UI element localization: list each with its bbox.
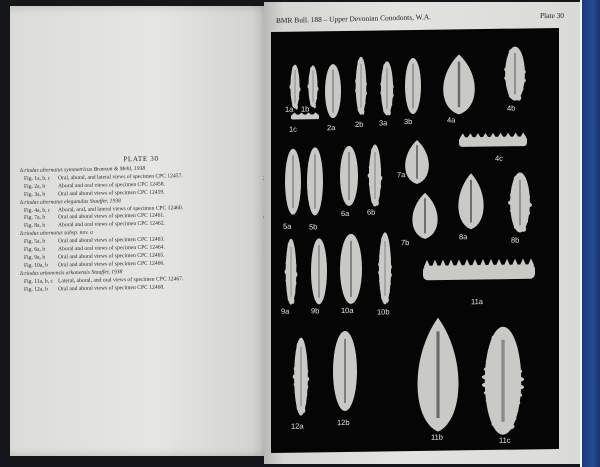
figure-label: 9b [311,306,320,316]
figure-number: Fig. 3a, b [24,191,46,198]
figure-label: 6b [367,207,376,217]
specimen-5b [307,147,323,215]
specimen-4b [504,46,526,100]
species-heading: Icriodus alternatus eleganulus Stauffer, 1938 [20,197,121,206]
specimen-10a [340,234,362,304]
figure-label: 6a [341,208,350,219]
left-page [10,6,272,456]
specimen-9b [311,238,327,304]
species-heading: Icriodus alternatus symmetricus Branson & Mehl, 1938 [20,165,146,174]
specimen-3a [380,61,393,115]
figure-description: Oral and aboral views of specimen CPC 12459. [58,189,165,198]
species-heading: Icriodus arkonensis arkonensis Stauffer, 1938 [20,268,123,277]
figure-label: 2b [355,119,364,129]
figure-number: Fig. 2a, b [24,183,46,190]
figure-description: Aboral and oral views of specimen CPC 12458. [58,181,165,190]
figure-description: Oral and aboral views of specimen CPC 12466. [58,260,165,269]
figure-label: 3a [379,118,388,128]
specimen-figures [271,28,559,453]
figure-label: 7b [401,238,410,248]
specimen-1a [289,65,300,110]
figure-description: Aboral and oral views of specimen CPC 12462. [58,220,165,229]
figure-label: 4a [447,115,456,125]
figure-label: 7a [397,170,406,180]
specimen-7a [405,140,429,184]
specimen-12b [333,331,357,411]
right-page [264,2,582,464]
figure-number: Fig. 10a, b [24,262,48,269]
figure-number: Fig. 12a, b [24,286,48,293]
figure-label: 1c [289,124,297,134]
plate-captions [20,164,268,295]
figure-label: 12a [291,421,304,431]
figure-number: Fig. 7a, b [24,214,46,222]
specimen-7b [412,193,437,239]
figure-description: Oral and aboral views of specimen CPC 12463. [58,236,165,245]
figure-label: 4c [495,153,503,163]
figure-number: Fig. 9a, b [24,254,46,261]
specimen-12a [293,337,310,415]
conodont-photo-plate [271,28,559,453]
figure-label: 1a [285,104,294,114]
specimen-3b [405,58,421,114]
specimen-4a [443,54,475,114]
figure-label: 5b [309,222,318,232]
specimen-10b [378,232,392,304]
running-head: BMR Bull. 188 – Upper Devonian Conodonts, W.A. [276,12,432,25]
figure-label: 11b [431,432,443,442]
species-heading: Icriodus alternatus subsp. nov. a [20,229,93,238]
plate-title: PLATE 30 [123,154,159,164]
specimen-1b [307,65,318,108]
specimen-4c [459,132,527,147]
specimen-8b [508,172,532,232]
figure-number: Fig. 5a, b [24,238,46,246]
figure-label: 11c [499,435,511,445]
figure-label: 1b [301,104,310,114]
figure-label: 11a [471,297,483,307]
figure-label: 12b [337,417,350,428]
figure-label: 8b [511,235,520,245]
figure-label: 10b [377,307,390,317]
figure-label: 4b [507,103,516,113]
figure-label: 3b [404,117,413,127]
figure-description: Oral and aboral views of specimen CPC 12461. [58,212,165,221]
specimen-8a [458,173,483,229]
figure-description: Aboral and oral views of specimen CPC 12464. [58,244,165,253]
specimen-5a [285,149,301,215]
book-cover-edge [582,0,600,467]
specimen-2a [325,64,341,118]
figure-description: Lateral, aboral, and oral views of specimen CPC 12467. [58,275,184,285]
specimen-6b [368,144,383,206]
specimen-11b [418,317,459,432]
plate-number: Plate 30 [539,11,564,20]
figure-label: 9a [281,306,290,316]
figure-description: Oral and aboral views of specimen CPC 12468. [58,284,165,292]
figure-description: Oral and aboral views of specimen CPC 12465. [58,252,165,261]
specimen-6a [340,146,358,206]
figure-number: Fig. 11a, b, c [24,278,54,285]
specimen-11a [423,258,535,280]
figure-label: 5a [283,221,292,231]
figure-number: Fig. 8a, b [24,222,46,230]
specimen-9a [285,239,298,305]
figure-description: Oral, aboral, and lateral views of specimen CPC 12457. [58,173,183,182]
figure-number: Fig. 6a, b [24,246,46,253]
figure-description: Aboral, oral, and lateral views of specimen CPC 12460. [58,204,184,213]
specimen-11c [482,326,524,435]
figure-number: Fig. 1a, b, c [24,175,51,182]
figure-label: 10a [341,305,354,316]
figure-number: Fig. 4a, b, c [24,207,51,214]
specimen-2b [355,57,367,115]
figure-label: 2a [327,123,336,133]
figure-label: 8a [459,232,468,242]
